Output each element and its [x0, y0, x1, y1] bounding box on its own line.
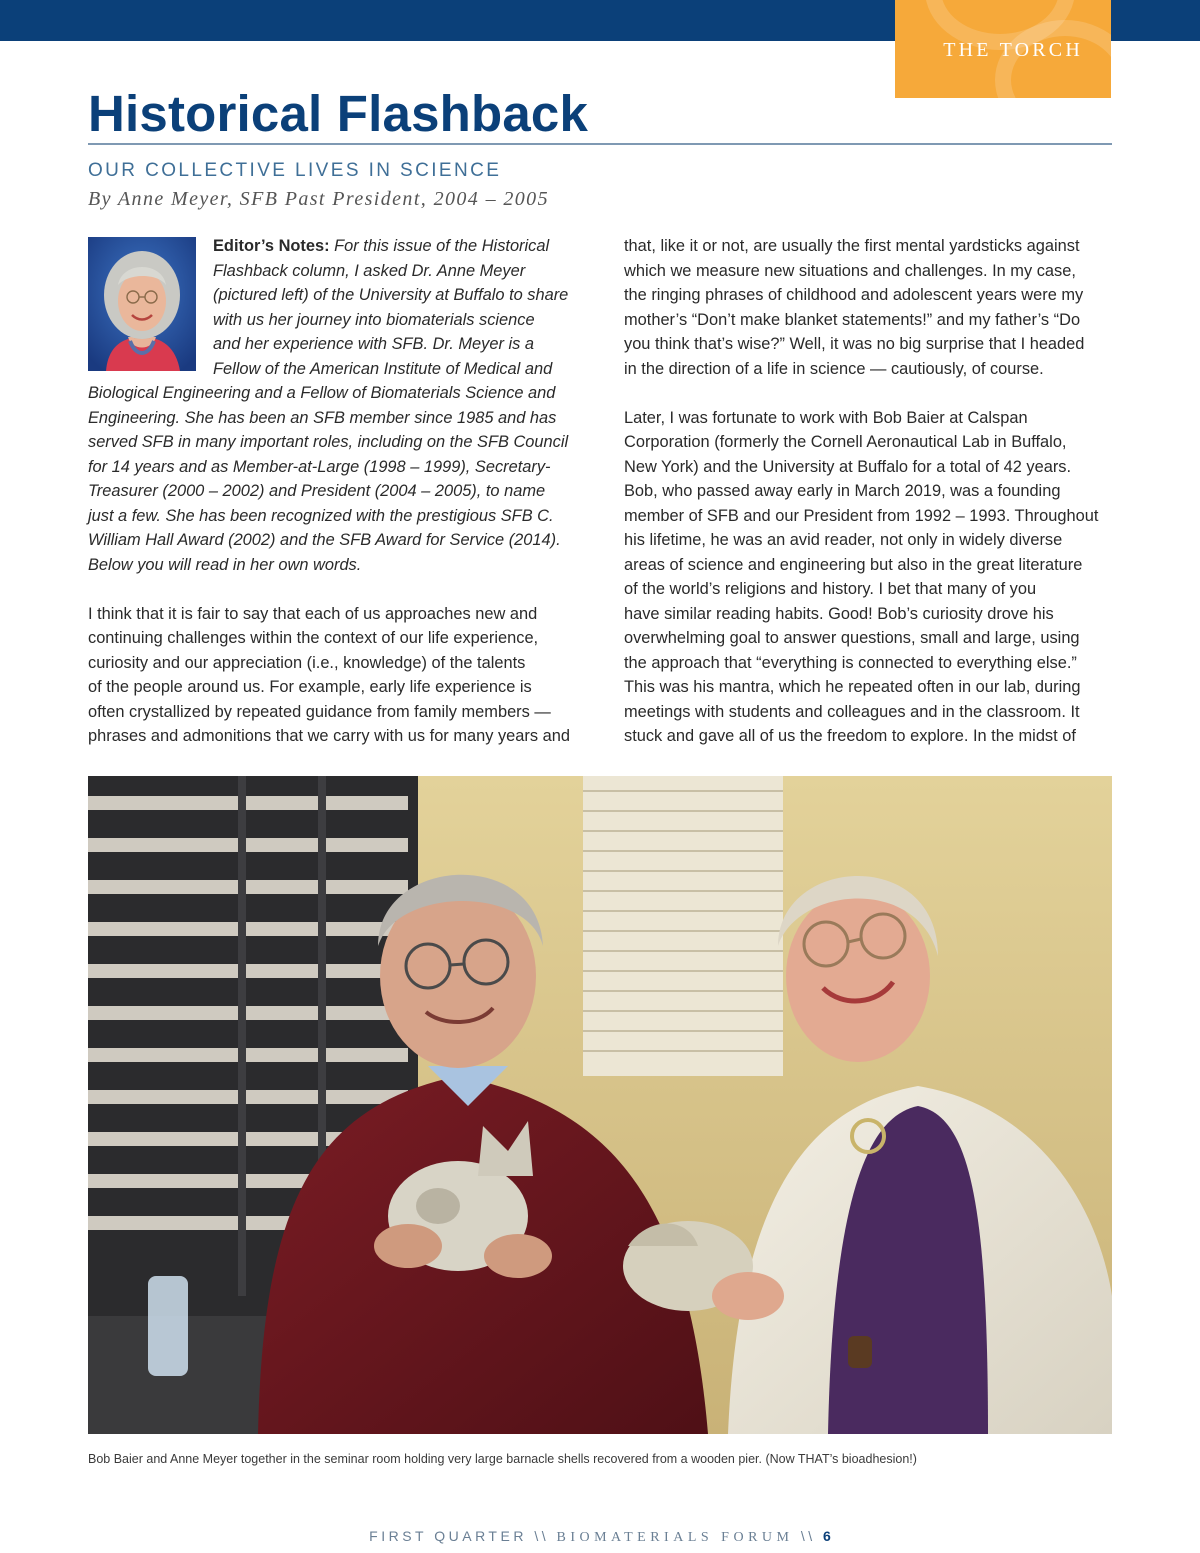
- editor-note-line: William Hall Award (2002) and the SFB Award for Service (2014).: [88, 531, 561, 549]
- body-text-line: I think that it is fair to say that each of us approaches new and: [88, 604, 538, 623]
- body-text-line: continuing challenges within the context of our life experience,: [88, 629, 539, 647]
- editor-note-text: For this issue of the Historical: [329, 237, 550, 255]
- article-kicker: OUR COLLECTIVE LIVES IN SCIENCE: [88, 160, 502, 181]
- editor-note-line: just a few. She has been recognized with the prestigious SFB C.: [88, 506, 554, 525]
- body-text-line: of the people around us. For example, early life experience is: [88, 678, 532, 696]
- title-divider: [88, 143, 1112, 145]
- footer-separator: \\: [793, 1528, 824, 1544]
- editor-note-line: for 14 years and as Member-at-Large (1998 – 1999), Secretary-: [88, 457, 551, 476]
- page-footer: [0, 1528, 1200, 1546]
- body-text-line: of the world’s religions and history. I bet that many of you: [624, 580, 1037, 598]
- footer-publication: BIOMATERIALS FORUM: [556, 1530, 794, 1545]
- body-text-line: you think that’s wise?” Well, it was no big surprise that I headed: [624, 335, 1085, 353]
- body-text-line: his lifetime, he was an avid reader, not only in widely diverse: [624, 531, 1063, 549]
- editor-note-line: Flashback column, I asked Dr. Anne Meyer: [213, 261, 526, 280]
- feature-photo: [88, 776, 1112, 1434]
- body-text-line: member of SFB and our President from 1992 – 1993. Throughout: [624, 506, 1099, 525]
- body-text-line: phrases and admonitions that we carry with us for many years and: [88, 727, 570, 745]
- body-text-line: curiosity and our appreciation (i.e., knowledge) of the talents: [88, 653, 526, 672]
- page-number: 6: [823, 1528, 831, 1544]
- footer-issue: FIRST QUARTER: [369, 1528, 527, 1544]
- section-tab-label: THE TORCH: [943, 39, 1083, 61]
- feature-photo-image: [88, 776, 1112, 1434]
- body-text-line: areas of science and engineering but also in the great literature: [624, 555, 1083, 574]
- editor-note-line: served SFB in many important roles, including on the SFB Council: [88, 433, 569, 451]
- editor-note-line: Fellow of the American Institute of Medical and: [213, 359, 553, 378]
- body-text-line: that, like it or not, are usually the first mental yardsticks against: [624, 237, 1080, 255]
- body-text-line: meetings with students and colleagues and in the classroom. It: [624, 702, 1080, 721]
- editor-note-label: Editor’s Notes:: [213, 237, 330, 255]
- body-text-line: often crystallized by repeated guidance from family members —: [88, 702, 551, 721]
- body-text-line: New York) and the University at Buffalo for a total of 42 years.: [624, 457, 1072, 476]
- body-text-line: in the direction of a life in science — cautiously, of course.: [624, 359, 1044, 378]
- left-column: [88, 234, 578, 749]
- section-tab: [895, 0, 1111, 98]
- editor-note-line: Biological Engineering and a Fellow of Biomaterials Science and: [88, 384, 556, 402]
- body-text-line: the ringing phrases of childhood and adolescent years were my: [624, 286, 1084, 304]
- editor-note-line: and her experience with SFB. Dr. Meyer is a: [213, 335, 534, 353]
- body-text-line: Bob, who passed away early in March 2019, was a founding: [624, 482, 1061, 500]
- body-text-line: Corporation (formerly the Cornell Aeronautical Lab in Buffalo,: [624, 433, 1067, 451]
- body-text-line: which we measure new situations and challenges. In my case,: [624, 261, 1076, 280]
- body-text-line: stuck and gave all of us the freedom to explore. In the midst of: [624, 727, 1076, 745]
- body-text-line: have similar reading habits. Good! Bob’s curiosity drove his: [624, 604, 1054, 623]
- body-text-line: overwhelming goal to answer questions, small and large, using: [624, 629, 1080, 647]
- body-text-line: Later, I was fortunate to work with Bob Baier at Calspan: [624, 408, 1028, 427]
- paragraph-gap: [624, 381, 1114, 406]
- footer-separator: \\: [526, 1528, 557, 1544]
- body-text-line: the approach that “everything is connected to everything else.”: [624, 653, 1077, 672]
- editor-note-line: (pictured left) of the University at Buffalo to share: [213, 286, 569, 304]
- editor-note-line: Engineering. She has been an SFB member since 1985 and has: [88, 408, 557, 427]
- photo-caption: Bob Baier and Anne Meyer together in the seminar room holding very large barnacle shells recovered from a wooden pier. (Now THAT’s bioadhesion!): [88, 1452, 917, 1466]
- editor-note-line: with us her journey into biomaterials science: [213, 310, 535, 329]
- editor-note-line: Below you will read in her own words.: [88, 555, 362, 574]
- article-byline: By Anne Meyer, SFB Past President, 2004 – 2005: [88, 188, 549, 210]
- right-column: [624, 234, 1114, 749]
- body-text-line: This was his mantra, which he repeated often in our lab, during: [624, 678, 1081, 696]
- paragraph-gap: [88, 577, 578, 602]
- body-text-line: mother’s “Don’t make blanket statements!” and my father’s “Do: [624, 310, 1081, 329]
- editor-note-line: [88, 234, 578, 259]
- editor-note-line: Treasurer (2000 – 2002) and President (2004 – 2005), to name: [88, 482, 546, 500]
- article-title: Historical Flashback: [88, 85, 589, 142]
